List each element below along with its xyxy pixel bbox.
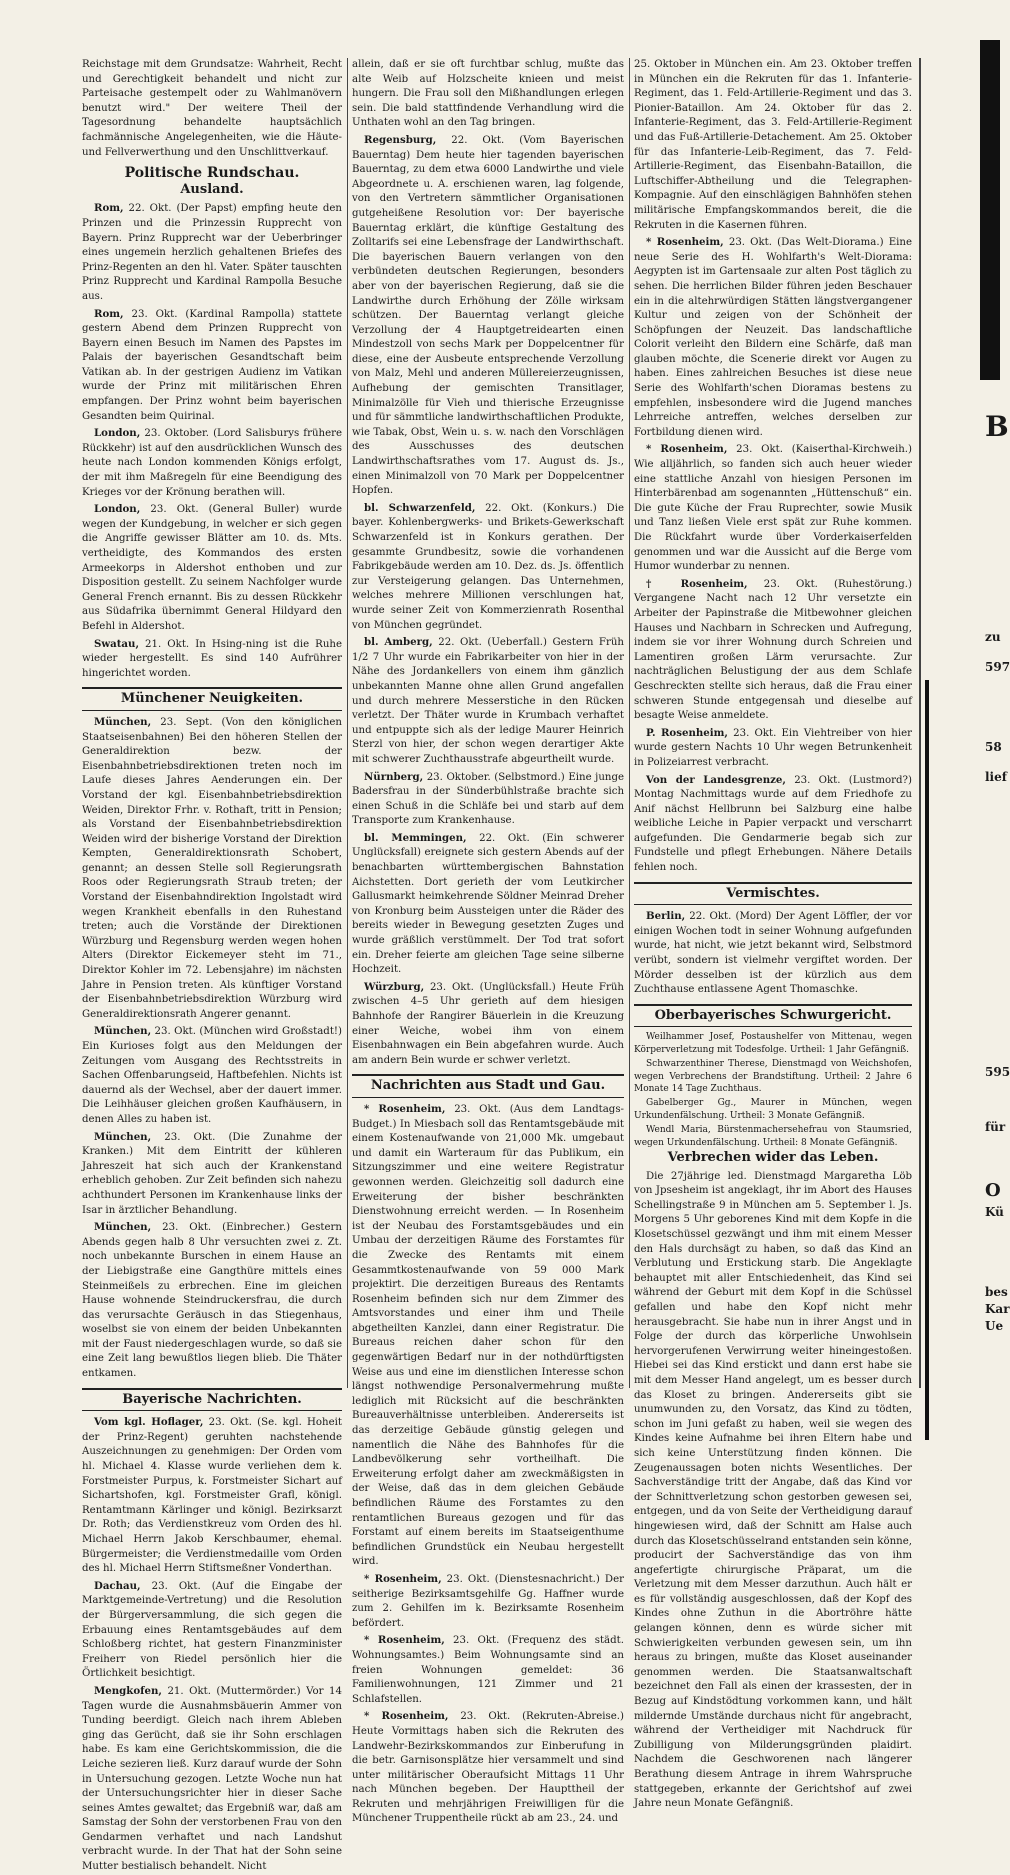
article bbox=[82, 1220, 342, 1382]
article bbox=[352, 501, 624, 633]
article bbox=[82, 715, 342, 1022]
article-text: 22. Okt. (Ein schwerer Unglücksfall) ereignete sich gestern Abends auf der benachbarten württembergischen Bahnstation Aichstetten. Dort gerieth der vom Leutkircher Gallusmarkt heimkehrende Söldner Meinrad Dreher von Kronburg beim Aussteigen unter die Räder des bereits wieder in Bewegung gesetzten Zuges und wurde gräßlich verstümmelt. Der Tod trat sofort ein. Dreher feierte am gleichen Tage seine silberne Hochzeit. bbox=[352, 832, 624, 976]
article-text: allein, daß er sie oft furchtbar schlug, mußte das alte Weib auf Holzscheite knieen und meist hungern. Die Frau soll den Mißhandlungen erlegen sein. Die bald stattfindende Verhandlung wird die Unthaten wohl an den Tag bringen. bbox=[352, 59, 624, 129]
article-text: 23. Okt. (Aus dem Landtags-Budget.) In Miesbach soll das Rentamtsgebäude mit einem Kostenaufwande von 21,000 Mk. umgebaut und damit ein Warteraum für das Publikum, ein Sitzungszimmer und eine weitere Registratur gewonnen werden. Gleichzeitig soll dadurch eine Erweiterung der bisher beschränkten Dienstwohnung erreicht werden. — In Rosenheim ist der Neubau des Forstamtsgebäudes und ein Umbau der derzeitigen Räume des Forstamtes für die Zwecke des Rentamts mit einem Gesammtkostenaufwande von 59 000 Mark projektirt. Die derzeitigen Bureaus des Rentamts Rosenheim befinden sich nur dem Zimmer des Amtsvorstandes und einer ihm und Theile abgetheilten Kanzlei, dann einer Registratur. Die Bureaus reichen daher schon für den gegenwärtigen Bedarf nur in der nothdürftigsten Weise aus und eine im dienstlichen Interesse schon längst nothwendige Personalvermehrung mußte lediglich mit Rücksicht auf die beschränkten Bureauverhältnisse unterbleiben. Andererseits ist das derzeitige Gebäude günstig gelegen und namentlich die Nähe des Bahnhofes für die Landbevölkerung sehr vortheilhaft. Die Erweiterung erfolgt daher am zweckmäßigsten in der Weise, daß das in dem gleichen Gebäude befindlichen Räume des Forstamtes zu den rentamtlichen Bureaus gezogen und für das Forstamt auf einem bereits im Staatseigenthume befindlichen Grundstück ein Neubau hergestellt wird. bbox=[352, 1103, 624, 1568]
dateline: Rom, bbox=[94, 202, 124, 215]
adjacent-page-edge bbox=[925, 40, 1010, 1402]
article-text: 23. Okt. (Die Zunahme der Kranken.) Mit dem Eintritt der kühleren Jahreszeit hat sich auch der Krankenstand erheblich gehoben. Zur Zeit befinden sich nahezu achthundert Personen im Krankenhause links der Isar in ärztlicher Behandlung. bbox=[82, 1131, 342, 1216]
column-2 bbox=[352, 58, 624, 1825]
article bbox=[352, 1102, 624, 1570]
article bbox=[634, 577, 912, 724]
dateline: London, bbox=[94, 503, 141, 516]
article-text: 25. Oktober in München ein. Am 23. Oktober treffen in München ein die Rekruten für das 1. Infanterie-Regiment, das 1. Feld-Artillerie-Regiment und das 3. Pionier-Bataillon. Am 24. Oktober für das 2. Infanterie-Regiment, das 3. Feld-Artillerie-Regiment und das Fuß-Artillerie-Detachement. Am 25. Oktober für das Infanterie-Leib-Regiment, das 7. Feld-Artillerie-Regiment, das Eisenbahn-Bataillon, die Luftschiffer-Abtheilung und die Telegraphen-Kompagnie. Auf den einschlägigen Bahnhöfen stehen militärische Empfangskommandos bereit, die die Rekruten in die Kasernen führen. bbox=[634, 59, 912, 231]
article bbox=[352, 1633, 624, 1707]
dateline: * Rosenheim, bbox=[646, 443, 728, 456]
article-text: 23. Okt. Ein Viehtreiber von hier wurde gestern Nachts 10 Uhr wegen Betrunkenheit in Polizeiarrest verbracht. bbox=[634, 727, 913, 768]
section-heading: Oberbayerisches Schwurgericht. bbox=[634, 1004, 912, 1028]
edge-line bbox=[925, 680, 929, 1440]
section-heading: Politische Rundschau. bbox=[124, 165, 300, 182]
article bbox=[352, 133, 624, 499]
article-text: 23. Okt. (Ruhestörung.) Vergangene Nacht nach 12 Uhr versetzte ein Arbeiter der Papinstraße die Mitbewohner gleichen Hauses und Nachbarn in Schrecken und Aufregung, indem sie vor ihrer Wohnung durch Schreien und Lamentiren großen Lärm verursachte. Zur nachträglichen Belustigung der aus dem Schlafe Geschreckten stellte sich heraus, daß die Frau einer schweren Stunde entgegensah und dieselbe auf besagte Weise anmeldete. bbox=[634, 578, 912, 722]
article bbox=[634, 442, 912, 574]
article bbox=[634, 235, 912, 440]
article bbox=[352, 770, 624, 829]
article-text: 23. Okt. (General Buller) wurde wegen der Kundgebung, in welcher er sich gegen die Angriffe gewisser Blätter am 10. ds. Mts. vertheidigte, des Kommandos des ersten Armeekorps in Aldershot enthoben und zur Disposition gestellt. Zu seinem Nachfolger wurde General French ernannt. Bis zu dessen Rückkehr aus Südafrika übernimmt General Hildyard den Befehl in Aldershot. bbox=[82, 504, 342, 632]
column-rule bbox=[919, 58, 921, 1388]
article bbox=[82, 502, 342, 634]
dateline: Dachau, bbox=[94, 1579, 141, 1592]
article-text: 23. Oktober. (Selbstmord.) Eine junge Badersfrau in der Sünderbühlstraße brachte sich einen Schuß in die Schläfe bei und starb auf dem Transporte zum Krankenhause. bbox=[352, 771, 624, 827]
article bbox=[352, 831, 624, 978]
dateline: Berlin, bbox=[646, 910, 686, 923]
article-text: 22. Okt. (Ueberfall.) Gestern Früh 1/2 7 Uhr wurde ein Fabrikarbeiter von hier in der Nähe des Jordankellers von einem ihm gänzlich unbekannten Manne ohne allen Grund angefallen und durch mehrere Messerstiche in den Rücken verletzt. Der Thäter wurde in Krumbach verhaftet und entpuppte sich als der ledige Maurer Heinrich Sterzl von hier, der schon wegen derartiger Akte mit schwerer Zuchthausstrafe abgeurtheilt wurde. bbox=[352, 637, 624, 765]
edge-text: für bbox=[985, 1120, 1006, 1134]
article bbox=[82, 426, 342, 500]
dateline: München, bbox=[94, 1130, 152, 1143]
article-text: 23. Okt. (Unglücksfall.) Heute Früh zwischen 4–5 Uhr gerieth auf dem hiesigen Bahnhofe der Rangirer Bäuerlein in die Kreuzung einer Weiche, wobei ihm von einem Eisenbahnwagen ein Bein abgefahren wurde. Auch am andern Bein wurde er schwer verletzt. bbox=[352, 981, 624, 1066]
column-3 bbox=[634, 58, 913, 1810]
column-rule bbox=[347, 58, 348, 1388]
article-text: 23. Okt. (Auf die Eingabe der Marktgemeinde-Vertretung) und die Resolution der Bürgerversammlung, die sich gegen die Erbauung eines Rentamtsgebäudes auf dem Schloßberg richtet, hat gestern Finanzminister Freiherr von Riedel persönlich hier die Örtlichkeit besichtigt. bbox=[82, 1580, 342, 1680]
article-text: 22. Okt. (Konkurs.) Die bayer. Kohlenbergwerks- und Brikets-Gewerkschaft Schwarzenfeld ist in Konkurs gerathen. Der gesammte Grundbesitz, sowie die vorhandenen Fabrikgebäude werden am 10. Dez. ds. Js. öffentlich zur Versteigerung gelangen. Das Unternehmen, welches mehrere Millionen verschlungen hat, wurde seiner Zeit von Kommerzienrath Rosenthal von München gegründet. bbox=[352, 502, 624, 631]
article bbox=[82, 1130, 342, 1219]
column-1 bbox=[82, 58, 342, 1873]
article bbox=[82, 1415, 342, 1577]
article-text: 23. Sept. (Von den königlichen Staatseisenbahnen) Bei den höheren Stellen der Generaldirektion bezw. der Eisenbahnbetriebsdirektionen treten noch im Laufe dieses Jahres Aenderungen ein. Der Vorstand der kgl. Eisenbahnbetriebsdirektion Weiden, Direktor Frhr. v. Rothaft, tritt in Pension; als Vorstand der Eisenbahnbetriebsdirektion Weiden wird der bisherige Vorstand der Direktion Kempten, Generaldirektionsrath Schobert, genannt; an dessen Stelle soll Regierungsrath Roos oder Regierungsrath Straub treten; der Vorstand der Eisenbahndirektion Ingolstadt wird wegen Krankheit ebenfalls in den Ruhestand treten; auch die Vorstände der Direktionen Würzburg und Regensburg werden wegen hohen Alters (Direktor Eickemeyer steht im 71., Direktor Kohler im 72. Lebensjahre) im nächsten Jahre in Pension treten. Als künftiger Vorstand der Eisenbahnbetriebsdirektion Würzburg wird Generaldirektionsrath Angerer genannt. bbox=[82, 716, 342, 1020]
dateline: bl. Memmingen, bbox=[364, 831, 467, 844]
dateline: München, bbox=[94, 1025, 152, 1038]
dateline: Regensburg, bbox=[364, 133, 437, 146]
verdict-item: Schwarzenthiner Therese, Dienstmagd von Weichshofen, wegen Verbrechens der Brandstiftung. Urtheil: 2 Jahre 6 Monate 14 Tage Zuchthaus. bbox=[634, 1059, 912, 1095]
dateline: London, bbox=[94, 427, 141, 440]
dateline: * Rosenheim, bbox=[364, 1634, 445, 1647]
article-text: 22. Okt. (Der Papst) empfing heute den Prinzen und die Prinzessin Rupprecht von Bayern. Prinz Rupprecht war der Ueberbringer eines ungemein herzlich gehaltenen Briefes des Prinz-Regenten an den hl. Vater. Später tauschten Prinz Rupprecht und Kardinal Rampolla Besuche aus. bbox=[82, 203, 342, 302]
edge-text: Kü bbox=[985, 1205, 1004, 1219]
black-bar bbox=[980, 40, 1000, 380]
article-text: 23. Okt. (Das Welt-Diorama.) Eine neue Serie des H. Wohlfarth's Welt-Diorama: Aegypten ist im Gartensaale zur alten Post täglich zu sehen. Die herrlichen Bilder führen jeden Beschauer ein in die altehrwürdigen Stätten längstvergangener Kultur und zeigen von der Schönheit der Schöpfungen der Neuzeit. Das landschaftliche Colorit verleiht den Bildern eine Schärfe, daß man glauben möchte, die Scenerie direkt vor Augen zu haben. Eines zahlreichen Besuches ist diese neue Serie des Wohlfarth'schen Dioramas bestens zu empfehlen, insbesondere wird die Jugend manches Lehrreiche antreffen, welches derselben zur Fortbildung dienen wird. bbox=[634, 237, 912, 438]
section-heading: Nachrichten aus Stadt und Gau. bbox=[352, 1074, 624, 1098]
verdict-item: Wendl Maria, Bürstenmachersehefrau von Staumsried, wegen Urkundenfälschung. Urtheil: 8 Monate Gefängniß. bbox=[634, 1125, 912, 1148]
article bbox=[634, 773, 912, 876]
article-text: 23. Okt. (Rekruten-Abreise.) Heute Vormittags haben sich die Rekruten des Landwehr-Bezirkskommandos zur Einberufung in die betr. Garnisonsplätze hier versammelt und sind unter militärischer Oberaufsicht Mittags 11 Uhr nach München begeben. Der Haupttheil der Rekruten und mehrjährigen Freiwilligen für die Münchener Truppentheile rückt ab am 23., 24. und bbox=[352, 1711, 624, 1825]
article bbox=[352, 1709, 624, 1827]
edge-text: 597 bbox=[985, 660, 1010, 674]
dateline: Nürnberg, bbox=[364, 770, 424, 783]
article-text: 21. Okt. (Muttermörder.) Vor 14 Tagen wurde die Ausnahmsbäuerin Ammer von Tunding beerdigt. Gleich nach ihrem Ableben ging das Gerücht, daß sie ihr Sohn erschlagen habe. Es kam eine Gerichtskommission, die die Leiche sezieren ließ. Kurz darauf wurde der Sohn in Untersuchung gezogen. Letzte Woche nun hat der Untersuchungsrichter hier in dieser Sache seines Amtes gewaltet; das Ergebniß war, daß am Samstag der Sohn der verstorbenen Frau von den Gendarmen verhaftet und nach Landshut verbracht wurde. In der That hat der Sohn seine Mutter bestialisch behandelt. Nicht bbox=[82, 1685, 342, 1873]
article bbox=[82, 1024, 342, 1127]
dateline: Von der Landesgrenze, bbox=[646, 773, 786, 786]
section-subheading: Verbrechen wider das Leben. bbox=[667, 1150, 879, 1166]
edge-text: Kar bbox=[985, 1302, 1010, 1316]
dateline: Mengkofen, bbox=[94, 1684, 162, 1697]
article-text: 22. Okt. (Mord) Der Agent Löffler, der vor einigen Wochen todt in seiner Wohnung aufgefunden wurde, hat nicht, wie jetzt bekannt wird, Selbstmord verübt, sondern ist vielmehr vergiftet worden. Der Mörder desselben ist der kürzlich aus dem Zuchthause entlassene Agent Thomaschke. bbox=[634, 911, 912, 996]
dateline: bl. Schwarzenfeld, bbox=[364, 501, 476, 514]
article-text: Die 27jährige led. Dienstmagd Margaretha Löb von Jpsesheim ist angeklagt, ihr im Abort des Hauses Schellingstraße 9 in München am 5. September l. Js. Morgens 5 Uhr geborenes Kind mit dem Kopfe in die Klosetschüssel gezwängt und ihm mit einem Messer den Hals durchsägt zu haben, so daß das Kind an Verblutung und Erstickung starb. Die Angeklagte behauptet mit aller Entschiedenheit, das Kind sei während der Geburt mit dem Kopf in die Schüssel gefallen und habe den Kopf nicht mehr herausgebracht. Sie habe nun in ihrer Angst und in Folge der durch das körperliche Unwohlsein hervorgerufenen Verwirrung weiter hineingestoßen. Hiebei sei das Kind erstickt und dann erst habe sie mit dem Messer Hand angelegt, um es besser durch das Kloset zu bringen. Andererseits gibt sie unumwunden zu, den Vorsatz, das Kind zu tödten, schon im Juni gefaßt zu haben, weil sie wegen des Kindes keine Aufnahme bei ihren Eltern habe und sich keine Unterstützung finden können. Die Zeugenaussagen boten nichts Wesentliches. Der Sachverständige tritt der Angabe, daß das Kind vor der Schnittverletzung schon gestorben gewesen sei, entgegen, und da von Seite der Vertheidigung darauf hingewiesen wird, daß der Schnitt am Halse auch durch das Klosetschüsselrand entstanden sein könne, producirt der Sachverständige das von ihm angefertigte chirurgische Präparat, um die Verletzung mit dem Messer darzuthun. Auch hält er es für vollständig ausgeschlossen, daß der Kopf des Kindes ohne Zuthun in die Abortröhre hätte gelangen können, denn es würde sicher mit Schwierigkeiten verbunden gewesen sein, um ihn heraus zu bringen, mußte das Kloset auseinander genommen werden. Die Staatsanwaltschaft bezeichnet den Fall als einen der krassesten, der in Bezug auf Kindstödtung vorkommen kann, und hält mildernde Umstände durchaus nicht für angebracht, während der Vertheidiger mit Nachdruck für Zubilligung von Milderungsgründen plaidirt. Nachdem die Geschworenen nach längerer Berathung diesem Antrage in ihrem Wahrspruche stattgegeben, erkannte der Gerichtshof auf zwei Jahre neun Monate Gefängniß. bbox=[634, 1170, 912, 1810]
section-heading: Bayerische Nachrichten. bbox=[82, 1388, 342, 1412]
article bbox=[352, 1572, 624, 1631]
article-text: 23. Okt. (Se. kgl. Hoheit der Prinz-Regent) geruhten nachstehende Auszeichnungen zu genehmigen: Der Orden vom hl. Michael 4. Klasse wurde verliehen dem k. Forstmeister Purpus, k. Forstmeister Sichart auf Sichartshofen, kgl. Forstmeister Grafl, königl. Rentamtmann Kärlinger und königl. Bezirksarzt Dr. Roth; das Verdienstkreuz vom Orden des hl. Michael Herrn Jakob Kerschbaumer, ehemal. Bürgermeister; die Verdienstmedaille vom Orden des hl. Michael Herrn Stiftsmeßner Vonderthan. bbox=[82, 1417, 342, 1575]
article-text: 22. Okt. (Vom Bayerischen Bauerntag) Dem heute hier tagenden bayerischen Bauerntag, zu dem etwa 6000 Landwirthe und viele Abgeordnete u. A. erschienen waren, lag folgende, von den Vertretern sämmtlicher Organisationen gutgeheißene Resolution vor: Der bayerische Bauerntag erklärt, die künftige Gestaltung des Zolltarifs sei eine Lebensfrage der Landwirthschaft. Die bayerischen Bauern verlangen von den verbündeten deutschen Regierungen, besonders aber von der bayerischen Regierung, daß sie die Landwirthe durch Erhöhung der Zölle wirksam schützen. Der Bauerntag verlangt gleiche Verzollung der 4 Hauptgetreidearten einen Mindestzoll von sechs Mark per Doppelcentner für diese, eine der Ausbeute entsprechende Verzollung von Malz, Mehl und anderen Müllereierzeugnissen, Aufhebung der gemischten Transitlager, Minimalzölle für Vieh und thierische Erzeugnisse und für sämmtliche landwirthschaftlichen Produkte, wie Tabak, Obst, Wein u. s. w. nach den Vorschlägen des Ausschusses des deutschen Landwirthschaftsrathes vom 17. August ds. Js., einen Minimalzoll von 70 Mark per Doppelcentner Hopfen. bbox=[352, 134, 624, 497]
column-rule bbox=[629, 58, 630, 1388]
edge-text: lief bbox=[985, 770, 1007, 784]
article-text: 23. Okt. (München wird Großstadt!) Ein Kurioses folgt aus den Meldungen der Zeitungen vom Ausgang des Rechtsstreits in Sachen Offenbarungseid, Haftbefehlen. Nichts ist dauernd als der Wechsel, aber der dauert immer. Die Leihhäuser gleichen großen Kaufhäusern, in denen Alles zu haben ist. bbox=[82, 1026, 342, 1125]
edge-text: 595 bbox=[985, 1065, 1010, 1079]
verdict-item: Weilhammer Josef, Postaushelfer von Mittenau, wegen Körperverletzung mit Todesfolge. Urtheil: 1 Jahr Gefängniß. bbox=[634, 1032, 912, 1055]
dateline: bl. Amberg, bbox=[364, 636, 433, 649]
article-text: 23. Okt. (Kardinal Rampolla) stattete gestern Abend dem Prinzen Rupprecht von Bayern einen Besuch im Namen des Papstes im Palais der bayerischen Gesandtschaft beim Vatikan ab. In der gestrigen Audienz im Vatikan wurde der Prinz mit militärischen Ehren empfangen. Der Prinz wohnt beim bayerischen Gesandten beim Quirinal. bbox=[82, 308, 342, 422]
article bbox=[82, 307, 342, 425]
dateline: Vom kgl. Hoflager, bbox=[94, 1416, 204, 1429]
edge-text: Ue bbox=[985, 1319, 1004, 1333]
article bbox=[352, 635, 624, 767]
article-text: 23. Okt. (Kaiserthal-Kirchweih.) Wie alljährlich, so fanden sich auch heuer wieder eine stattliche Anzahl von hiesigen Personen im Hinterbärenbad am sogenannten „Hüttenschuß“ ein. Die gute Küche der Frau Ruprechter, sowie Musik und Tanz ließen Viele erst spät zur Ruhe kommen. Die Rückfahrt wurde über Vorderkaiserfelden genommen und war die Aussicht auf die Berge vom Humor wunderbar zu nennen. bbox=[634, 444, 912, 573]
article-text: Reichstage mit dem Grundsatze: Wahrheit, Recht und Gerechtigkeit behandelt und nicht zur Parteisache gestempelt oder zu Wahlmanövern benutzt wird." Der weitere Theil der Tagesordnung behandelte hauptsächlich fachmännische Angelegenheiten, wie die Häute- und Fellverwerthung und den Unschlittverkauf. bbox=[82, 59, 342, 158]
dateline: Würzburg, bbox=[364, 980, 425, 993]
section-heading: Münchener Neuigkeiten. bbox=[82, 687, 342, 711]
dateline: München, bbox=[94, 1221, 152, 1234]
edge-text: zu bbox=[985, 630, 1001, 644]
dateline: P. Rosenheim, bbox=[646, 726, 728, 739]
edge-text: 58 bbox=[985, 740, 1002, 754]
dateline: * Rosenheim, bbox=[364, 1102, 446, 1115]
article bbox=[82, 201, 342, 304]
article bbox=[82, 1579, 342, 1682]
article bbox=[634, 726, 912, 771]
section-subheading: Ausland. bbox=[180, 181, 244, 197]
dateline: * Rosenheim, bbox=[646, 236, 724, 249]
article bbox=[82, 1684, 342, 1875]
article-text: 21. Okt. In Hsing-ning ist die Ruhe wieder hergestellt. Es sind 140 Aufrührer hingerichtet worden. bbox=[82, 638, 342, 679]
edge-text: bes bbox=[985, 1285, 1008, 1299]
article-text: 23. Okt. (Frequenz des städt. Wohnungsamtes.) Beim Wohnungsamte sind an freien Wohnungen gemeldet: 36 Familienwohnungen, 121 Zimmer und 21 Schlafstellen. bbox=[352, 1635, 624, 1705]
dateline: München, bbox=[94, 715, 152, 728]
article-text: 23. Oktober. (Lord Salisburys frühere Rückkehr) ist auf den ausdrücklichen Wunsch des heute nach London kommenden Königs erfolgt, der mit ihm Maßregeln für eine Beendigung des Krieges vor der Krönung berathen will. bbox=[82, 428, 342, 498]
dateline: Rom, bbox=[94, 307, 124, 320]
edge-text: O bbox=[985, 1180, 1001, 1201]
article-text: 23. Okt. (Dienstesnachricht.) Der seitherige Bezirksamtsgehilfe Gg. Haffner wurde zum 2. Gehilfen im k. Bezirksamte Rosenheim befördert. bbox=[352, 1573, 624, 1629]
section-heading: Vermischtes. bbox=[634, 882, 912, 906]
article bbox=[82, 637, 342, 682]
dateline: * Rosenheim, bbox=[364, 1572, 442, 1585]
verdict-item: Gabelberger Gg., Maurer in München, wegen Urkundenfälschung. Urtheil: 3 Monate Gefängniß. bbox=[634, 1098, 912, 1121]
dateline: Swatau, bbox=[94, 637, 139, 650]
edge-text: B bbox=[985, 410, 1009, 443]
dateline: * Rosenheim, bbox=[364, 1710, 449, 1723]
article-text: 23. Okt. (Einbrecher.) Gestern Abends gegen halb 8 Uhr versuchten zwei z. Zt. noch unbekannte Burschen in einem Hause an der Liebigstraße eine Gangthüre mittels eines Steinmeißels zu erbrechen. Eine im gleichen Hause wohnende Steindruckersfrau, die durch das verursachte Geräusch in das Stiegenhaus, woselbst sie von einem der beiden Unbekannten mit der Faust niedergeschlagen wurde, so daß sie eine Zeit lang bewußtlos liegen blieb. Die Thäter entkamen. bbox=[82, 1222, 342, 1380]
dateline: † Rosenheim, bbox=[646, 577, 748, 590]
article-text: 23. Okt. (Lustmord?) Montag Nachmittags wurde auf dem Friedhofe zu Anif nächst Hellbrunn bei Salzburg eine halbe weibliche Leiche in Papier verpackt und verscharrt aufgefunden. Die Gendarmerie begab sich zur Fundstelle und pflegt Erhebungen. Nähere Details fehlen noch. bbox=[634, 774, 912, 874]
article bbox=[634, 909, 912, 998]
article bbox=[352, 980, 624, 1069]
